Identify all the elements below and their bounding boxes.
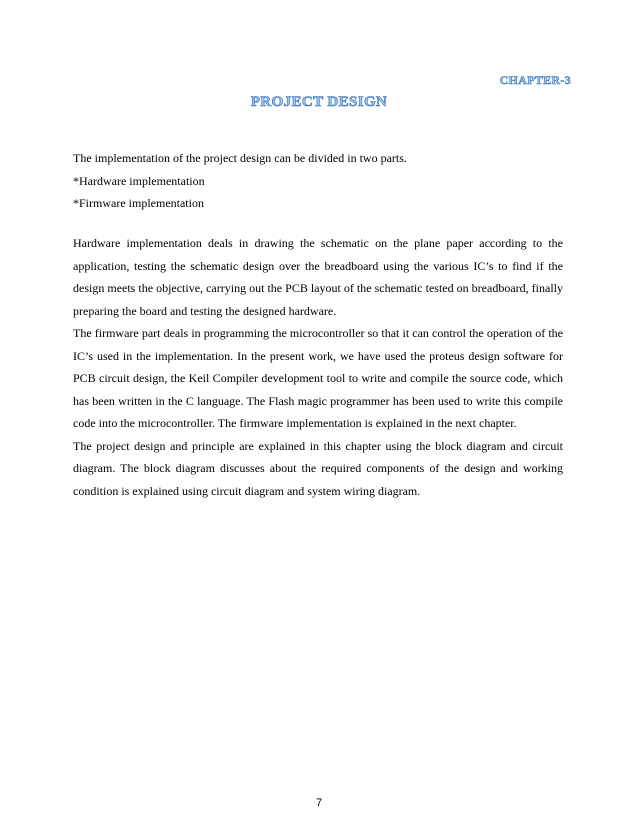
- chapter-label: CHAPTER-3: [499, 73, 571, 87]
- paragraph-hardware: Hardware implementation deals in drawing the schematic on the plane paper according to the application, testing the schematic design over the breadboard using the various IC’s to find if the design meets the objective, carrying out the PCB layout of the schematic tested on breadboard, finally preparing the board and testing the designed hardware.: [73, 236, 563, 318]
- paragraph-firmware: The firmware part deals in programming the microcontroller so that it can control the operation of the IC’s used in the implementation. In the present work, we have used the proteus design software for PCB circuit design, the Keil Compiler development tool to write and compile the source code, which has been written in the C language. The Flash magic programmer has been used to write this compile code into the microcontroller. The firmware implementation is explained in the next chapter.: [73, 326, 563, 430]
- intro-section: [73, 147, 563, 215]
- intro-lead: The implementation of the project design can be divided in two parts.: [73, 151, 407, 165]
- main-section: [73, 232, 563, 502]
- paragraph-design-principle: The project design and principle are explained in this chapter using the block diagram and circuit diagram. The block diagram discusses about the required components of the design and working condition is explained using circuit diagram and system wiring diagram.: [73, 438, 563, 498]
- list-item-firmware: *Firmware implementation: [73, 196, 204, 210]
- page-title: PROJECT DESIGN: [250, 94, 388, 110]
- page-number: 7: [315, 797, 323, 809]
- list-item-hardware: *Hardware implementation: [73, 173, 205, 188]
